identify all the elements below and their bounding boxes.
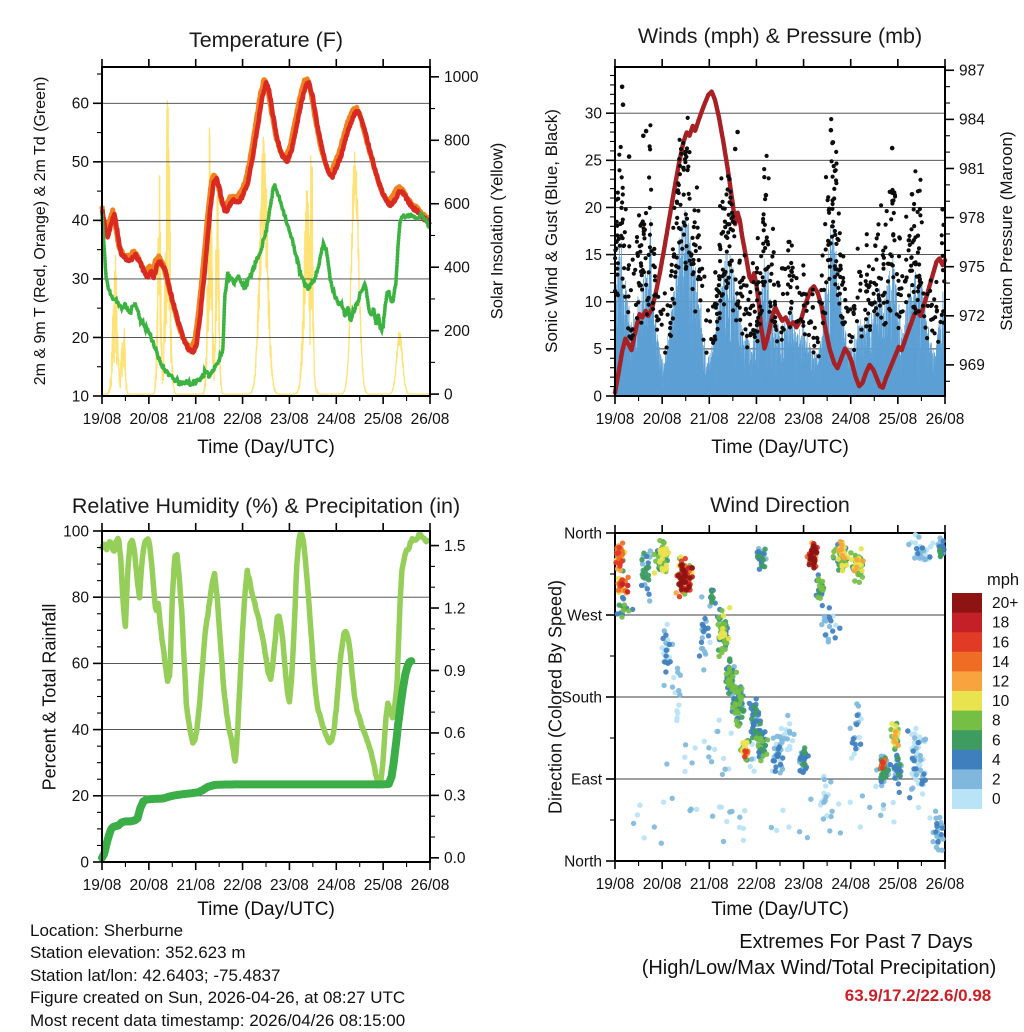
svg-text:10: 10 [992, 693, 1010, 711]
rh-xaxis-title: Time (Day/UTC) [197, 899, 335, 920]
svg-text:21/08: 21/08 [689, 876, 729, 893]
svg-text:200: 200 [444, 322, 470, 340]
svg-text:0.0: 0.0 [444, 850, 466, 868]
svg-text:22/08: 22/08 [223, 877, 262, 894]
svg-text:20/08: 20/08 [129, 877, 169, 894]
colorbar-unit-label: mph [986, 571, 1020, 589]
svg-text:20/08: 20/08 [642, 876, 682, 893]
svg-text:20/08: 20/08 [642, 411, 682, 428]
station-latlon: Station lat/lon: 42.6403; -75.4837 [30, 965, 281, 985]
svg-text:975: 975 [959, 258, 985, 276]
svg-text:100: 100 [63, 523, 89, 541]
svg-text:978: 978 [959, 209, 985, 227]
svg-text:20: 20 [71, 329, 89, 347]
svg-text:23/08: 23/08 [270, 877, 309, 894]
extremes-subtitle: (High/Low/Max Wind/Total Precipitation) [641, 957, 997, 979]
rh-precip-plot [63, 523, 466, 894]
svg-text:18: 18 [992, 614, 1010, 632]
svg-text:1.5: 1.5 [444, 537, 466, 555]
svg-text:10: 10 [584, 294, 602, 312]
svg-text:24/08: 24/08 [831, 411, 871, 428]
svg-text:20: 20 [584, 199, 602, 217]
svg-text:North: North [564, 525, 602, 543]
svg-text:23/08: 23/08 [784, 876, 823, 893]
svg-text:30: 30 [584, 105, 602, 123]
station-elevation: Station elevation: 352.623 m [30, 943, 246, 963]
temperature-plot [72, 59, 479, 428]
svg-text:26/08: 26/08 [925, 411, 965, 428]
svg-text:40: 40 [71, 212, 89, 230]
svg-text:25/08: 25/08 [363, 877, 403, 894]
svg-text:2: 2 [992, 771, 1001, 789]
svg-text:25: 25 [584, 152, 602, 170]
svg-text:21/08: 21/08 [176, 877, 216, 894]
svg-text:0.9: 0.9 [444, 662, 466, 680]
svg-text:972: 972 [959, 308, 985, 326]
figure-created-line: Figure created on Sun, 2026-04-26, at 08:27 UTC [30, 988, 406, 1008]
svg-text:1.2: 1.2 [444, 600, 466, 618]
svg-text:0: 0 [992, 791, 1001, 809]
svg-text:19/08: 19/08 [82, 411, 122, 428]
rh-yaxis-left-title: Percent & Total Rainfall [39, 603, 60, 791]
extremes-title: Extremes For Past 7 Days [739, 931, 973, 953]
svg-text:400: 400 [444, 259, 470, 277]
svg-text:25/08: 25/08 [878, 411, 918, 428]
svg-text:North: North [564, 853, 602, 871]
rh-precip-chart-title: Relative Humidity (%) & Precipitation (in) [71, 494, 461, 518]
svg-text:60: 60 [71, 95, 89, 113]
temperature-yaxis-right-title: Solar Insolation (Yellow) [488, 142, 507, 320]
svg-text:South: South [561, 689, 602, 707]
winds-xaxis-title: Time (Day/UTC) [711, 437, 849, 458]
svg-text:25/08: 25/08 [878, 876, 918, 893]
svg-text:19/08: 19/08 [595, 876, 635, 893]
svg-text:80: 80 [71, 589, 89, 607]
svg-text:0: 0 [80, 854, 89, 872]
svg-text:23/08: 23/08 [784, 411, 823, 428]
winds-pressure-chart-title: Winds (mph) & Pressure (mb) [637, 24, 923, 48]
svg-text:26/08: 26/08 [410, 411, 450, 428]
data-timestamp-line: Most recent data timestamp: 2026/04/26 08:15:00 [30, 1010, 406, 1030]
svg-text:987: 987 [959, 62, 985, 80]
wind-direction-chart-title: Wind Direction [710, 493, 850, 517]
svg-text:12: 12 [992, 673, 1010, 691]
svg-text:20: 20 [71, 788, 89, 806]
svg-text:22/08: 22/08 [223, 411, 262, 428]
svg-text:981: 981 [959, 160, 985, 178]
svg-text:984: 984 [959, 111, 985, 129]
svg-text:East: East [570, 771, 602, 789]
extremes-values: 63.9/17.2/22.6/0.98 [844, 986, 992, 1005]
svg-text:21/08: 21/08 [176, 411, 216, 428]
svg-text:969: 969 [959, 357, 985, 375]
wind-direction-xaxis-title: Time (Day/UTC) [711, 899, 849, 920]
svg-text:24/08: 24/08 [316, 411, 356, 428]
svg-text:16: 16 [992, 634, 1010, 652]
wind-direction-yaxis-left-title: Direction (Colored By Speed) [545, 579, 566, 815]
svg-text:4: 4 [992, 751, 1001, 769]
svg-text:40: 40 [71, 721, 89, 739]
svg-text:0.3: 0.3 [444, 787, 466, 805]
winds-yaxis-right-title: Station Pressure (Maroon) [997, 131, 1016, 331]
svg-text:1000: 1000 [444, 69, 479, 87]
svg-text:24/08: 24/08 [831, 876, 871, 893]
svg-text:6: 6 [992, 732, 1001, 750]
svg-text:0: 0 [593, 388, 602, 406]
temperature-chart-title: Temperature (F) [188, 28, 344, 52]
svg-text:26/08: 26/08 [925, 876, 965, 893]
svg-text:21/08: 21/08 [689, 411, 729, 428]
svg-text:23/08: 23/08 [270, 411, 309, 428]
svg-text:20+: 20+ [992, 595, 1019, 613]
svg-text:60: 60 [71, 655, 89, 673]
svg-text:10: 10 [71, 388, 89, 406]
svg-text:20/08: 20/08 [129, 411, 169, 428]
svg-text:West: West [566, 607, 602, 625]
svg-text:8: 8 [992, 712, 1001, 730]
winds-yaxis-left-title: Sonic Wind & Gust (Blue, Black) [542, 109, 561, 353]
temperature-xaxis-title: Time (Day/UTC) [197, 437, 335, 458]
svg-text:600: 600 [444, 196, 470, 214]
svg-text:19/08: 19/08 [82, 877, 122, 894]
svg-text:0.6: 0.6 [444, 725, 466, 743]
station-info [30, 920, 405, 1032]
svg-text:50: 50 [71, 154, 89, 172]
svg-text:24/08: 24/08 [316, 877, 356, 894]
svg-text:22/08: 22/08 [737, 876, 776, 893]
svg-text:15: 15 [584, 246, 602, 264]
svg-text:5: 5 [593, 341, 602, 359]
svg-text:0: 0 [444, 386, 453, 404]
station-location: Location: Sherburne [30, 921, 184, 940]
svg-text:14: 14 [992, 653, 1010, 671]
svg-text:26/08: 26/08 [410, 877, 450, 894]
svg-text:22/08: 22/08 [737, 411, 776, 428]
wind-speed-colorbar [952, 593, 1018, 809]
svg-text:800: 800 [444, 132, 470, 150]
temperature-yaxis-left-title: 2m & 9m T (Red, Orange) & 2m Td (Green) [32, 76, 49, 386]
winds-pressure-plot [585, 59, 985, 428]
svg-text:19/08: 19/08 [595, 411, 635, 428]
svg-text:25/08: 25/08 [363, 411, 403, 428]
svg-text:30: 30 [71, 271, 89, 289]
wind-direction-dots [613, 532, 946, 853]
